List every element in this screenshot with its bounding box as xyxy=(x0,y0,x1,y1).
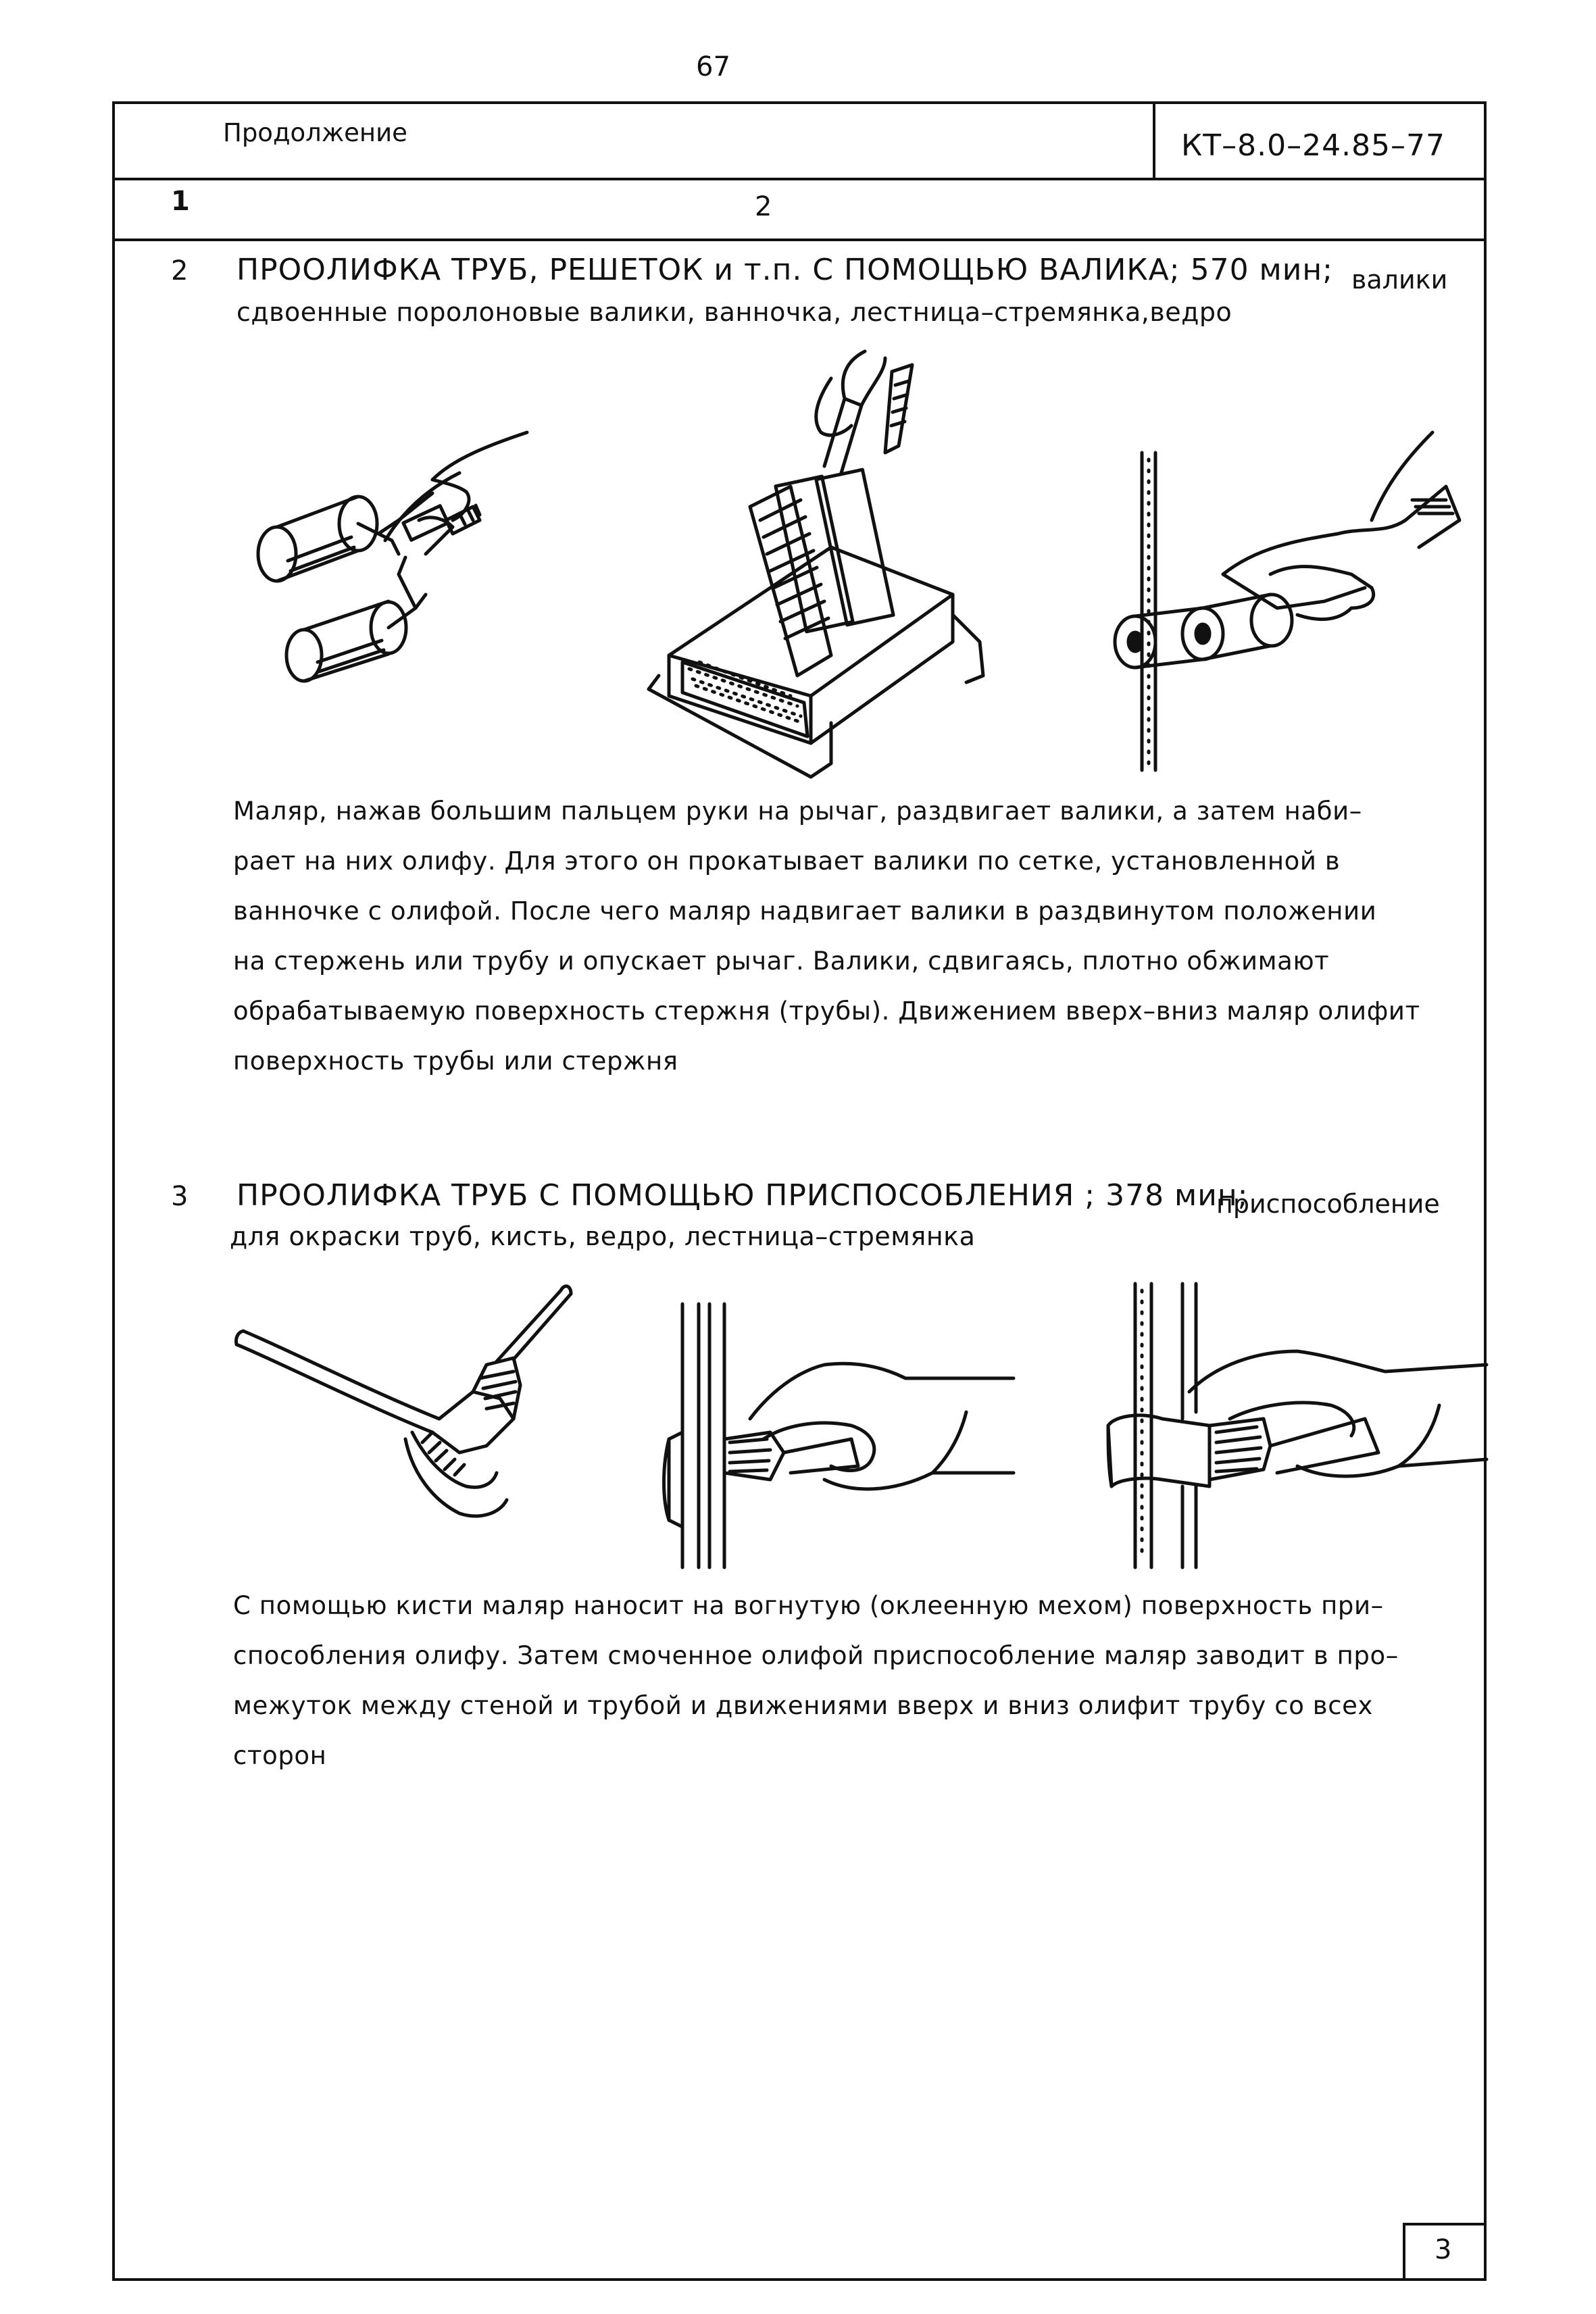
sheet-number: 3 xyxy=(1435,2234,1452,2265)
item-2-line: поверхность трубы или стержня xyxy=(233,1047,678,1076)
roller-tray-illustration xyxy=(628,345,1007,784)
fixture-clamped-illustration xyxy=(1108,1284,1487,1574)
continuation-label: Продолжение xyxy=(223,118,407,147)
item-2-number: 2 xyxy=(171,255,189,286)
item-3-line: способления олифу. Затем смоченное олифой приспособление маляр заводит в про– xyxy=(233,1641,1399,1670)
column-header-2: 2 xyxy=(755,191,772,222)
double-roller-illustration xyxy=(230,419,581,703)
column-header-1: 1 xyxy=(171,186,190,217)
code-box-divider xyxy=(1153,101,1155,180)
item-2-tools-label: валики xyxy=(1351,265,1448,295)
item-3-line: С помощью кисти маляр наносит на вогнутую (оклеенную мехом) поверхность при– xyxy=(233,1591,1384,1620)
page-number: 67 xyxy=(696,51,730,82)
item-2-line: рает на них олифу. Для этого он прокатывает валики по сетке, установленной в xyxy=(233,847,1341,876)
columns-divider xyxy=(112,238,1487,241)
item-2-tools-list: сдвоенные поролоновые валики, ванночка, лестница–стремянка,ведро xyxy=(236,297,1232,327)
item-3-line: межуток между стеной и трубой и движениями вверх и вниз олифит трубу со всех xyxy=(233,1691,1374,1720)
item-2-line: обрабатываемую поверхность стержня (трубы). Движением вверх–вниз маляр олифит xyxy=(233,997,1420,1026)
roller-on-pipe-illustration xyxy=(1095,405,1473,784)
header-divider xyxy=(112,178,1487,180)
item-2-description xyxy=(233,786,1420,1086)
brush-fixture-illustration xyxy=(230,1284,649,1567)
item-3-description xyxy=(233,1581,1399,1781)
item-2-heading: ПРООЛИФКА ТРУБ, РЕШЕТОК и т.п. С ПОМОЩЬЮ ВАЛИКА; 570 мин; xyxy=(236,253,1333,287)
item-2-line: на стержень или трубу и опускает рычаг. Валики, сдвигаясь, плотно обжимают xyxy=(233,947,1330,976)
item-3-number: 3 xyxy=(171,1181,189,1212)
item-3-heading: ПРООЛИФКА ТРУБ С ПОМОЩЬЮ ПРИСПОСОБЛЕНИЯ ; 378 мин; xyxy=(236,1178,1249,1213)
item-2-line: ванночке с олифой. После чего маляр надвигает валики в раздвинутом положении xyxy=(233,897,1377,926)
fixture-on-pipe-illustration xyxy=(649,1304,1014,1574)
item-2-line: Маляр, нажав большим пальцем руки на рычаг, раздвигает валики, а затем наби– xyxy=(233,797,1362,826)
item-3-tools-label: приспособление xyxy=(1216,1189,1440,1219)
item-3-line: сторон xyxy=(233,1741,327,1770)
item-3-tools-list: для окраски труб, кисть, ведро, лестница–стремянка xyxy=(230,1222,976,1251)
document-code: КТ–8.0–24.85–77 xyxy=(1181,128,1446,163)
